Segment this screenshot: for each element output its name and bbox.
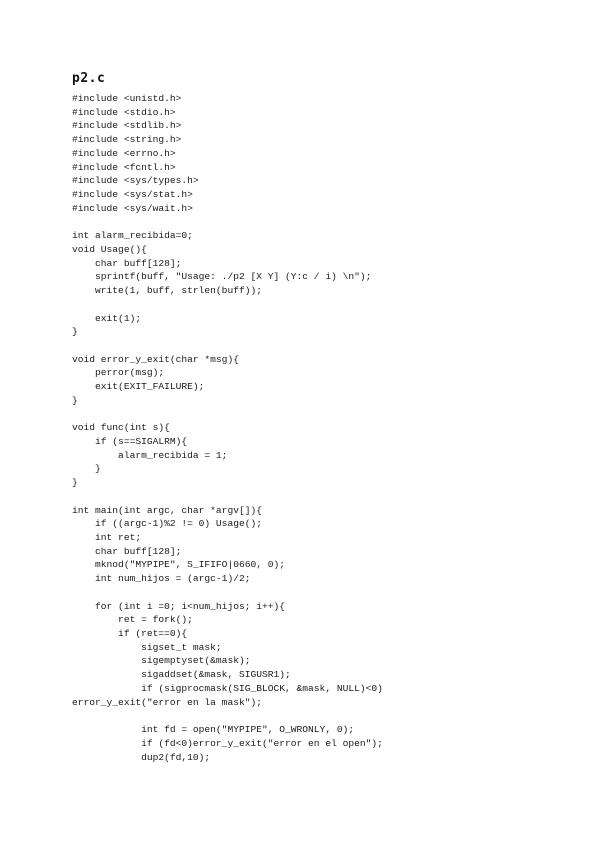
code-line: sigaddset(&mask, SIGUSR1); [72,669,291,681]
code-line: if (s==SIGALRM){ [72,435,188,447]
code-line: char buff[128]; [72,545,182,557]
code-line [72,339,592,353]
code-line: void func(int s){ [72,422,170,434]
code-line: exit(1); [72,312,142,324]
code-line: if (fd<0)error_y_exit("error en el open"); [72,737,383,749]
code-line: int alarm_recibida=0; [72,230,193,242]
code-line: } [72,463,101,475]
code-line: #include <errno.h> [72,147,176,159]
code-line [72,709,592,723]
code-line [72,586,592,600]
code-line: dup2(fd,10); [72,751,211,763]
code-line: sprintf(buff, "Usage: ./p2 [X Y] (Y:c / i) \n"); [72,271,372,283]
code-line: perror(msg); [72,367,165,379]
code-line: } [72,477,78,489]
code-line: write(1, buff, strlen(buff)); [72,285,262,297]
code-line: error_y_exit("error en la mask"); [72,696,262,708]
code-line: mknod("MYPIPE", S_IFIFO|0660, 0); [72,559,286,571]
code-line: char buff[128]; [72,257,182,269]
code-line: #include <stdio.h> [72,106,176,118]
code-line: void error_y_exit(char *msg){ [72,353,239,365]
code-line: sigemptyset(&mask); [72,655,251,667]
code-line: #include <sys/types.h> [72,175,199,187]
code-line: int ret; [72,532,142,543]
code-line: int fd = open("MYPIPE", O_WRONLY, 0); [72,724,355,736]
code-line: int main(int argc, char *argv[]){ [72,504,262,516]
code-line: } [72,394,78,406]
code-line: ret = fork(); [72,614,193,626]
code-line: sigset_t mask; [72,641,222,653]
code-line: for (int i =0; i<num_hijos; i++){ [72,600,286,612]
code-line [72,298,592,312]
code-line: if (ret==0){ [72,628,188,640]
code-line: if ((argc-1)%2 != 0) Usage(); [72,518,262,530]
code-line: #include <sys/stat.h> [72,189,193,201]
code-line: #include <unistd.h> [72,93,182,104]
file-title: p2.c [72,71,106,86]
code-line: #include <fcntl.h> [72,161,176,173]
code-line: } [72,326,78,338]
code-line: #include <string.h> [72,134,182,146]
code-line: #include <stdlib.h> [72,120,182,132]
code-line: void Usage(){ [72,243,147,255]
code-line: alarm_recibida = 1; [72,449,228,461]
code-line: if (sigprocmask(SIG_BLOCK, &mask, NULL)<0) [72,682,383,694]
code-line [72,490,592,504]
code-line: #include <sys/wait.h> [72,202,193,214]
code-line: exit(EXIT_FAILURE); [72,381,205,393]
code-line: int num_hijos = (argc-1)/2; [72,573,251,585]
code-line [72,215,592,229]
code-listing [72,92,592,764]
code-line [72,408,592,422]
